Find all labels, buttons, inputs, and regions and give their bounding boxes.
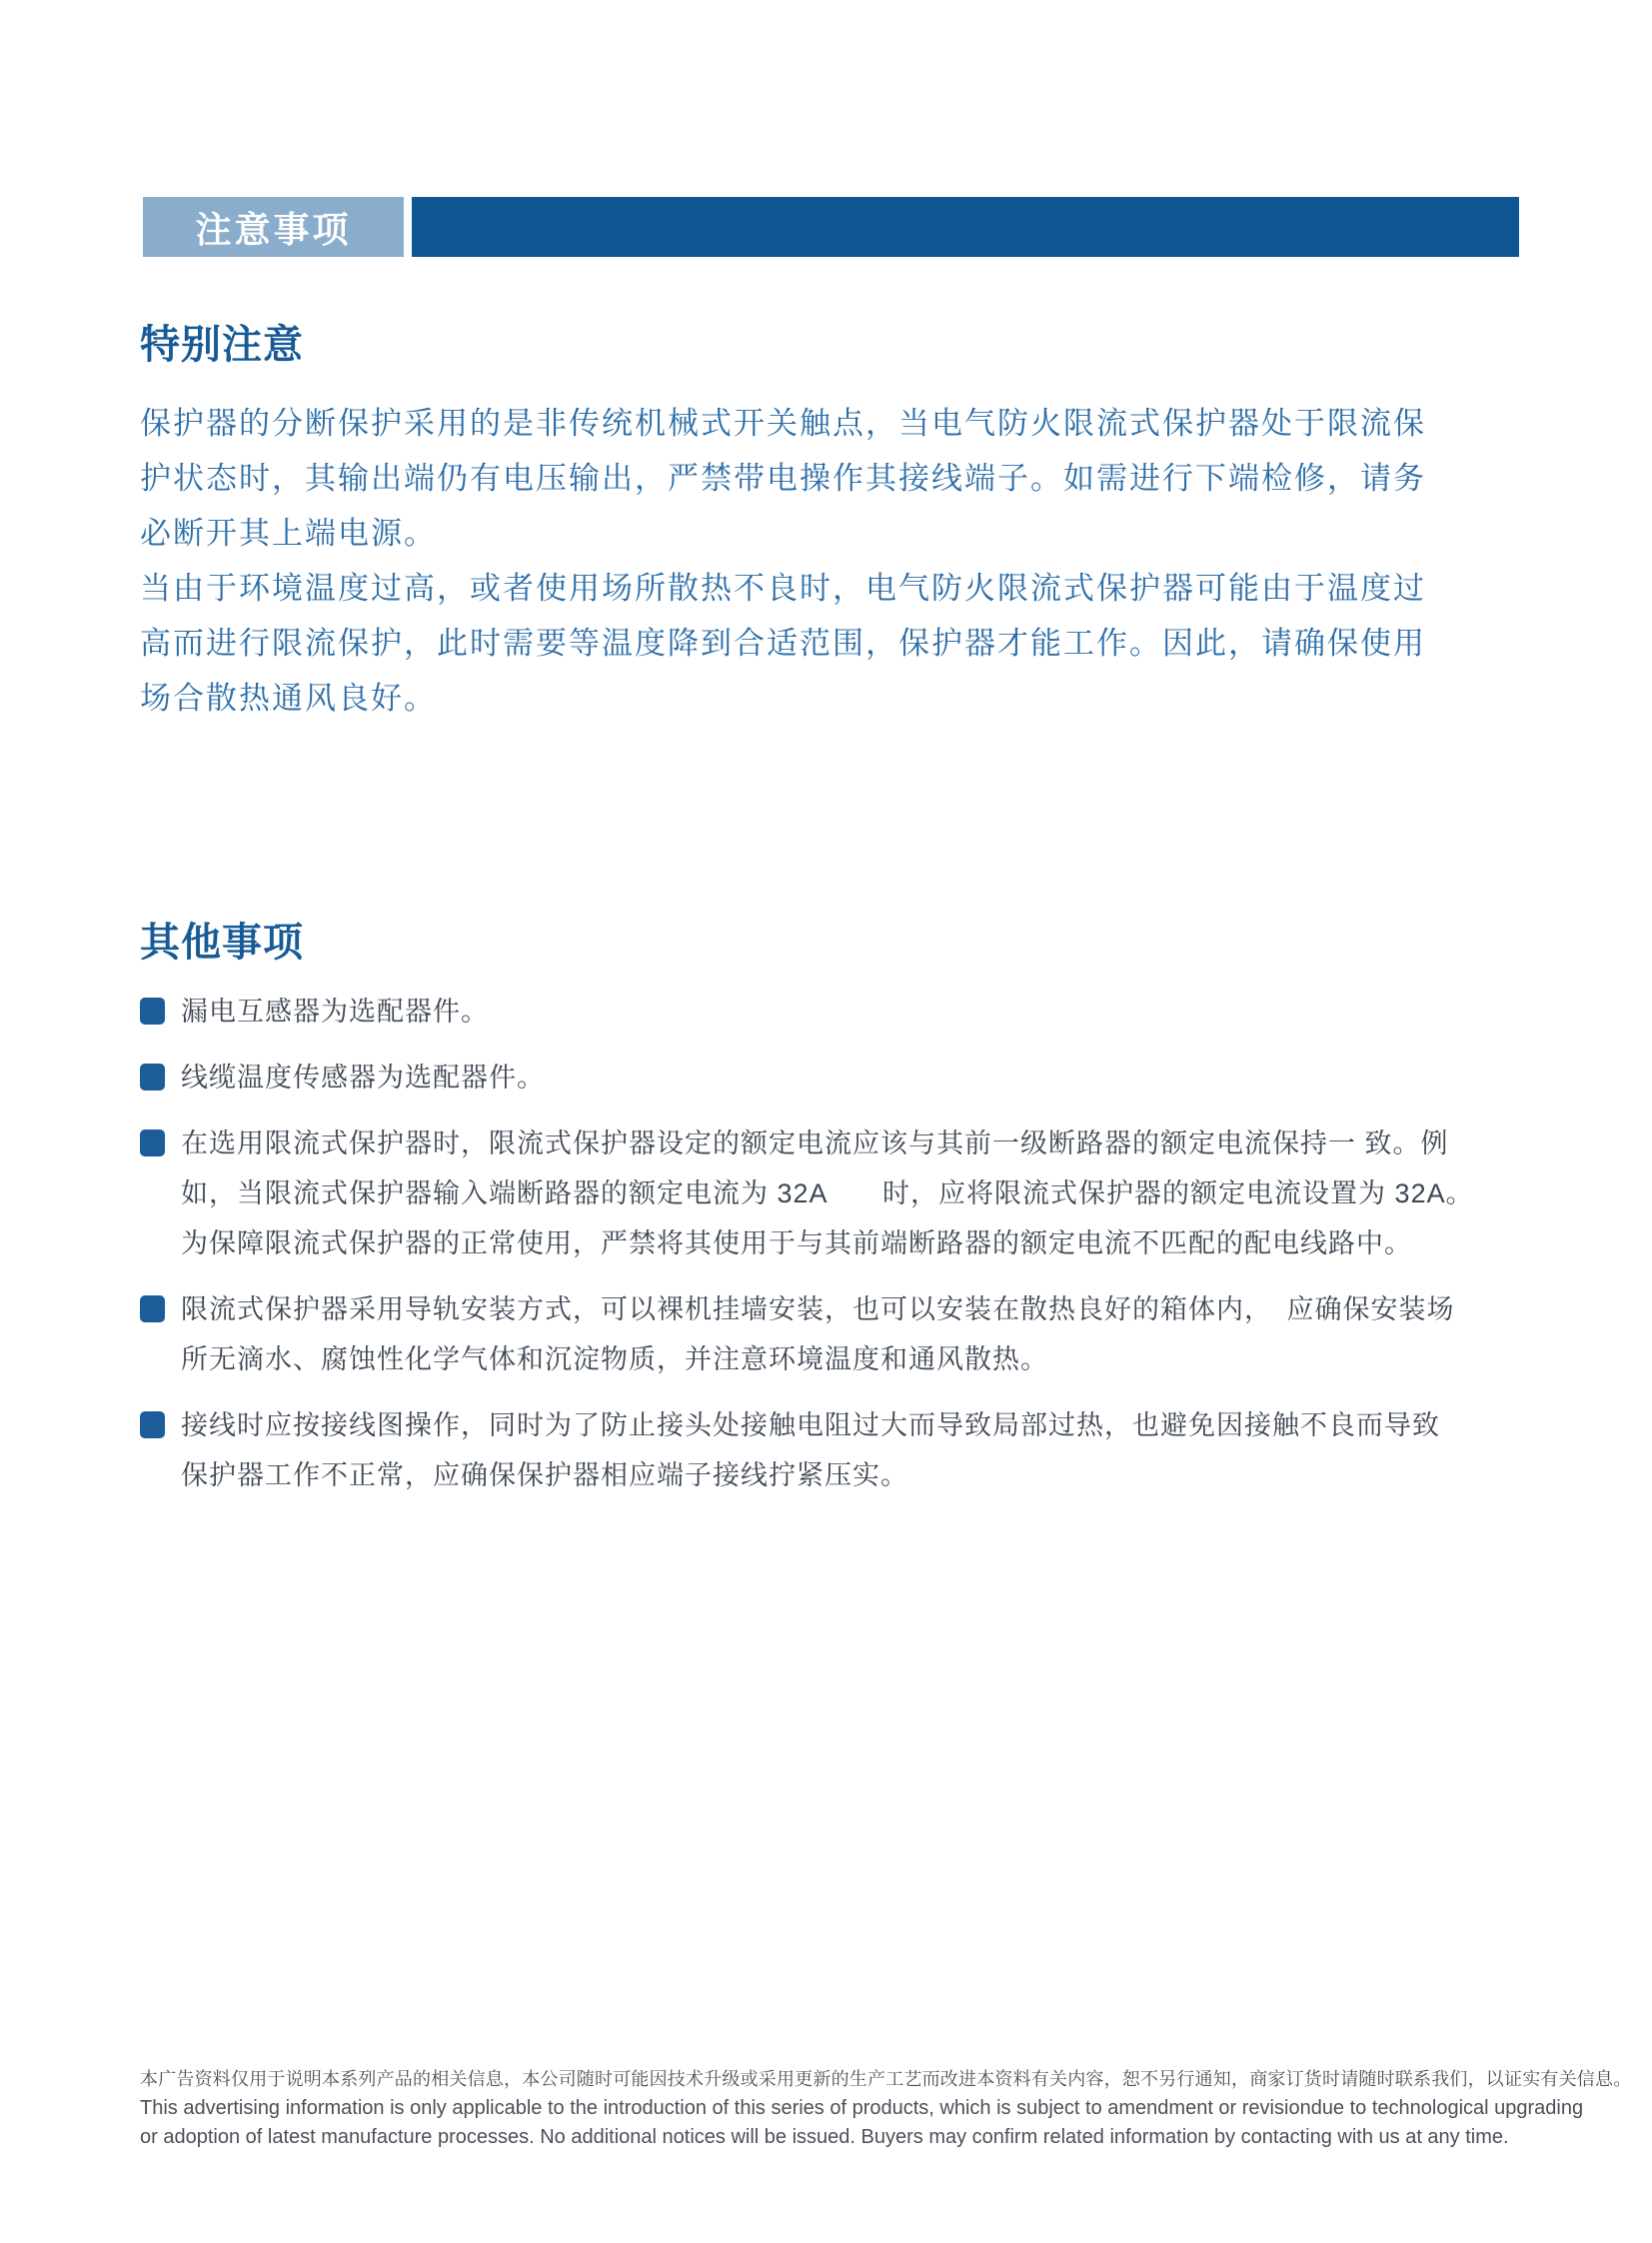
special-note-line: 必断开其上端电源。 [140,516,437,551]
bullet-square-icon [140,1064,165,1091]
special-note-line: 护状态时，其输出端仍有电压输出，严禁带电操作其接线端子。如需进行下端检修，请务 [140,461,1426,496]
bullet-square-icon [140,1129,165,1156]
special-note-heading: 特别注意 [140,323,304,367]
list-item-line: 如，当限流式保护器输入端断路器的额定电流为 32A 时，应将限流式保护器的额定电流设置为 32A。 [181,1178,1474,1208]
list-item-text [181,987,489,1037]
list-item-line: 线缆温度传感器为选配器件。 [181,1063,545,1093]
list-item-line: 接线时应按接线图操作，同时为了防止接头处接触电阻过大而导致局部过热，也避免因接触不良而导致 [181,1410,1440,1440]
list-item [140,1053,1539,1103]
special-note-paragraph [140,396,1539,726]
notice-banner [143,197,1519,257]
special-note-line: 高而进行限流保护，此时需要等温度降到合适范围，保护器才能工作。因此，请确保使用 [140,626,1426,661]
bullet-square-icon [140,998,165,1025]
footer-disclaimer-en-line2: or adoption of latest manufacture processes. No additional notices will be issued. Buyers may confirm related information by contacting with us at any time. [140,2126,1509,2148]
bullet-square-icon [140,1295,165,1322]
list-item-line: 为保障限流式保护器的正常使用，严禁将其使用于与其前端断路器的额定电流不匹配的配电线路中。 [181,1228,1412,1258]
special-note-line: 场合散热通风良好。 [140,681,437,716]
list-item-text [181,1053,545,1103]
list-item-line: 保护器工作不正常，应确保保护器相应端子接线拧紧压实。 [181,1460,908,1490]
list-item [140,987,1539,1037]
bullet-square-icon [140,1411,165,1438]
footer-disclaimer [140,2065,1632,2152]
footer-disclaimer-en-line1: This advertising information is only applicable to the introduction of this series of products, which is subject to amendment or revisiondue to technological upgrading [140,2097,1584,2119]
footer-disclaimer-zh: 本广告资料仅用于说明本系列产品的相关信息，本公司随时可能因技术升级或采用更新的生产工艺而改进本资料有关内容，恕不另行通知，商家订货时请随时联系我们，以证实有关信息。 [140,2069,1632,2089]
list-item-line: 漏电互感器为选配器件。 [181,997,489,1027]
list-item [140,1400,1539,1500]
list-item-line: 在选用限流式保护器时，限流式保护器设定的额定电流应该与其前一级断路器的额定电流保持一 致。例 [181,1128,1449,1158]
other-items-heading: 其他事项 [140,921,304,965]
list-item [140,1119,1539,1268]
list-item-line: 所无滴水、腐蚀性化学气体和沉淀物质，并注意环境温度和通风散热。 [181,1344,1048,1374]
list-item [140,1284,1539,1384]
list-item-line: 限流式保护器采用导轨安装方式，可以裸机挂墙安装，也可以安装在散热良好的箱体内， 应确保安装场 [181,1294,1455,1324]
special-note-line: 保护器的分断保护采用的是非传统机械式开关触点，当电气防火限流式保护器处于限流保 [140,406,1426,441]
notice-banner-tab [143,197,404,257]
list-item-text [181,1400,1440,1500]
list-item-text [181,1284,1455,1384]
special-note-line: 当由于环境温度过高，或者使用场所散热不良时，电气防火限流式保护器可能由于温度过 [140,571,1426,606]
list-item-text [181,1119,1474,1268]
notice-banner-label: 注意事项 [195,208,352,250]
notice-banner-bar [412,197,1519,257]
other-items-list [140,987,1539,1516]
